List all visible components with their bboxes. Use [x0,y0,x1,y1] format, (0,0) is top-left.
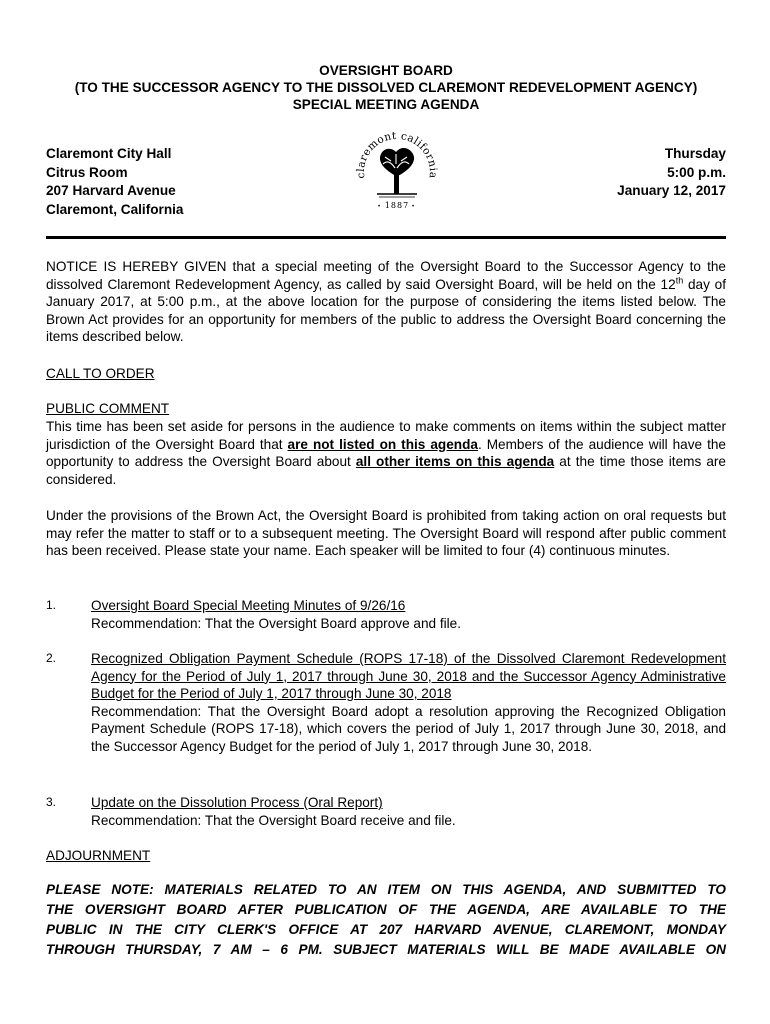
board-subtitle: (TO THE SUCCESSOR AGENCY TO THE DISSOLVED CLAREMONT REDEVELOPMENT AGENCY) [74,80,698,95]
agenda-title: SPECIAL MEETING AGENDA [292,97,480,112]
board-title: OVERSIGHT BOARD [319,63,453,78]
item-title: Oversight Board Special Meeting Minutes of 9/26/16 [91,598,406,613]
agenda-item [46,650,726,755]
city-seal-icon [351,124,443,216]
brown-act-paragraph: Under the provisions of the Brown Act, the Oversight Board is prohibited from taking action on oral requests but may refer the matter to staff or to a subsequent meeting. The Oversight Board will respond after public comment has been received. Please state your name. Each speaker will be limited to four (4) continuous minutes. [46,508,726,558]
item-number: 3. [46,795,57,809]
location-line: Claremont, California [46,201,184,217]
call-to-order-heading: CALL TO ORDER [46,366,155,381]
note-line: THROUGH THURSDAY, 7 AM – 6 PM. SUBJECT MATERIALS WILL BE MADE AVAILABLE ON [46,942,726,957]
notice-paragraph: NOTICE IS HEREBY GIVEN that a special meeting of the Oversight Board to the Successor Agency to the dissolved Claremont Redevelopment Agency, as called by said Oversight Board, will be held on the 12th day of January 2017, at 5:00 p.m., at the above location for the purpose of considering the items listed below. The Brown Act provides for an opportunity for members of the public to address the Oversight Board concerning the items described below. [46,259,726,344]
item-title: Update on the Dissolution Process (Oral Report) [91,795,383,810]
item-recommendation: Recommendation: That the Oversight Board receive and file. [91,812,456,828]
location-line: 207 Harvard Avenue [46,183,176,198]
agenda-item [46,597,726,632]
meeting-day: Thursday [664,146,726,161]
meeting-time: 5:00 p.m. [667,164,726,180]
svg-text:•: • [378,204,381,210]
item-title: Recognized Obligation Payment Schedule (ROPS 17-18) of the Dissolved Claremont Redevelopment Agency for the Period of July 1, 2017 through June 30, 2018 and the Successor Agency Administrative Budget for the Period of July 1, 2017 through June 30, 2018 [91,651,726,701]
item-recommendation: Recommendation: That the Oversight Board adopt a resolution approving the Recognized Obligation Payment Schedule (ROPS 17-18), which covers the period of July 1, 2017 through June 30, 2018, and the Successor Agency Budget for the period of July 1, 2017 through June 30, 2018. [91,703,726,754]
meeting-datetime [617,145,726,201]
public-comment-heading: PUBLIC COMMENT [46,401,170,416]
item-recommendation: Recommendation: That the Oversight Board approve and file. [91,615,462,631]
agenda-item [46,794,726,829]
note-line: PUBLIC IN THE CITY CLERK'S OFFICE AT 207 HARVARD AVENUE, CLAREMONT, MONDAY [46,922,726,937]
seal-text: claremont california [354,129,440,180]
location-line: Citrus Room [46,164,128,180]
public-materials-note [46,880,726,960]
note-line: PLEASE NOTE: MATERIALS RELATED TO AN ITEM ON THIS AGENDA, AND SUBMITTED TO [46,882,726,897]
note-line: THE OVERSIGHT BOARD AFTER PUBLICATION OF THE AGENDA, ARE AVAILABLE TO THE [46,902,726,917]
meeting-location [46,145,183,219]
location-line: Claremont City Hall [46,146,172,161]
item-number: 2. [46,651,57,665]
seal-year: 1887 [384,201,410,210]
meeting-date: January 12, 2017 [617,183,726,198]
item-number: 1. [46,598,57,612]
public-comment-paragraph: This time has been set aside for persons in the audience to make comments on items within the subject matter jurisdiction of the Oversight Board that are not listed on this agenda. Members of the audience will have the opportunity to address the Oversight Board about all other items on this agenda at the time those items are considered. [46,419,726,487]
header-divider [46,236,726,239]
adjournment-heading: ADJOURNMENT [46,848,151,863]
svg-text:•: • [412,204,415,210]
